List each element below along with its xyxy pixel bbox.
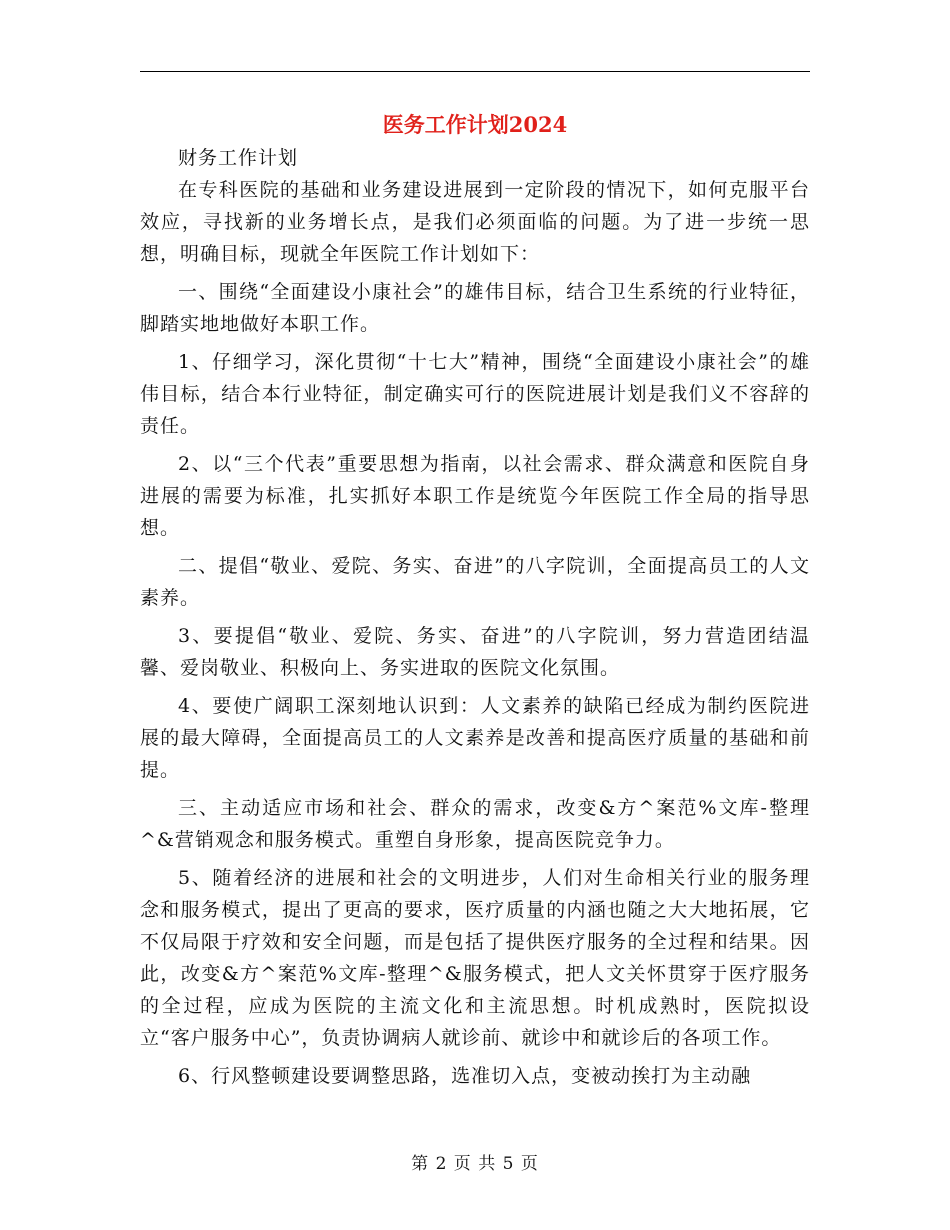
document-title: 医务工作计划2024 [382,112,568,137]
paragraph-item-5: 5、随着经济的进展和社会的文明进步，人们对生命相关行业的服务理念和服务模式，提出了更高的要求，医疗质量的内涵也随之大大地拓展，它不仅局限于疗效和安全问题，而是包括了提供医疗服务的全过程和结果。因此，改变&方^案范%文库-整理^&服务模式，把人文关怀贯穿于医疗服务的全过程，应成为医院的主流文化和主流思想。时机成熟时，医院拟设立“客户服务中心”，负责协调病人就诊前、就诊中和就诊后的各项工作。 [140,867,810,1049]
paragraph-section-1: 一、围绕“全面建设小康社会”的雄伟目标，结合卫生系统的行业特征，脚踏实地地做好本职工作。 [140,281,810,335]
paragraph-item-4: 4、要使广阔职工深刻地认识到：人文素养的缺陷已经成为制约医院进展的最大障碍，全面提高员工的人文素养是改善和提高医疗质量的基础和前提。 [140,695,810,781]
document-body [140,142,810,1092]
paragraph-intro: 在专科医院的基础和业务建设进展到一定阶段的情况下，如何克服平台效应，寻找新的业务增长点，是我们必须面临的问题。为了进一步统一思想，明确目标，现就全年医院工作计划如下： [140,179,810,265]
page-indicator: 第 2 页 共 5 页 [411,1154,539,1174]
paragraph-section-2: 二、提倡“敬业、爱院、务实、奋进”的八字院训，全面提高员工的人文素养。 [140,555,810,609]
paragraph-subtitle: 财务工作计划 [178,147,299,169]
paragraph-item-3: 3、要提倡“敬业、爱院、务实、奋进”的八字院训，努力营造团结温馨、爱岗敬业、积极向上、务实进取的医院文化氛围。 [140,625,810,679]
header-rule [140,71,810,72]
paragraph-item-1: 1、仔细学习，深化贯彻“十七大”精神，围绕“全面建设小康社会”的雄伟目标，结合本行业特征，制定确实可行的医院进展计划是我们义不容辞的责任。 [140,351,810,437]
paragraph-item-2: 2、以“三个代表”重要思想为指南，以社会需求、群众满意和医院自身进展的需要为标准，扎实抓好本职工作是统览今年医院工作全局的指导思想。 [140,453,810,539]
paragraph-item-6: 6、行风整顿建设要调整思路，选准切入点，变被动挨打为主动融 [178,1065,752,1087]
paragraph-section-3: 三、主动适应市场和社会、群众的需求，改变&方^案范%文库-整理^&营销观念和服务模式。重塑自身形象，提高医院竞争力。 [140,797,810,851]
